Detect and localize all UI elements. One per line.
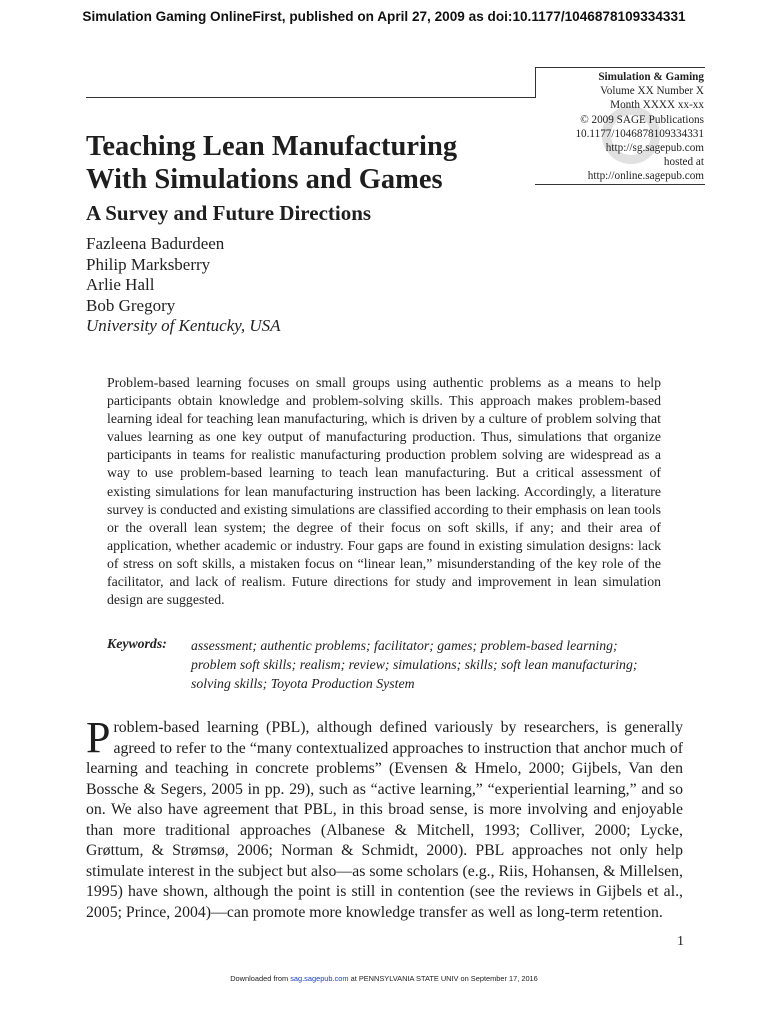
- download-footer: [0, 974, 768, 983]
- drop-cap: P: [86, 713, 111, 762]
- author-name: Fazleena Badurdeen: [86, 234, 225, 253]
- journal-hosted-url: http://online.sagepub.com: [587, 170, 704, 183]
- journal-box-bottom-rule: [535, 184, 705, 185]
- author-affiliation: University of Kentucky, USA: [86, 316, 281, 336]
- journal-copyright: © 2009 SAGE Publications: [580, 113, 704, 126]
- article-subtitle: A Survey and Future Directions: [86, 201, 372, 225]
- body-paragraph: [86, 713, 683, 923]
- journal-box-top-rule: [535, 67, 705, 68]
- author-list: [86, 234, 281, 337]
- footer-suffix: at PENNSYLVANIA STATE UNIV on September 17, 2016: [348, 974, 538, 983]
- article-title: [86, 130, 526, 196]
- journal-month: Month XXXX xx-xx: [610, 99, 704, 112]
- journal-hosted-label: hosted at: [663, 156, 704, 169]
- journal-name: Simulation & Gaming: [598, 71, 704, 83]
- body-paragraph-text: roblem-based learning (PBL), although defined variously by researchers, is generally agreed to refer to the “many contextualized approaches to instruction that anchor much of learning and teaching in concrete problems” (Evensen & Hmelo, 2000; Gijbels, Van den Bossche & Segers, 2005 in pp. 29), such as “active learning,” “experiential learning,” and so on. We also have agreement that PBL, in this broad sense, is more involving and enjoyable than more traditional approaches (Albanese & Mitchell, 1993; Colliver, 2000; Lycke, Grøttum, & Strømsø, 2006; Norman & Schmidt, 2000). PBL approaches not only help stimulate interest in the subject but also—as some scholars (e.g., Riis, Hohansen, & Millelsen, 1995) have shown, although the point is still in contention (see the reviews in Gijbels et al., 2005; Prince, 2004)—can promote more knowledge transfer as well as long-term retention.: [86, 719, 683, 921]
- journal-volume: Volume XX Number X: [600, 85, 704, 98]
- author-name: Bob Gregory: [86, 295, 176, 315]
- abstract-text: Problem-based learning focuses on small groups using authentic problems as a means to help participants obtain knowledge and problem-solving skills. This approach makes problem-based learning ideal for teaching lean manufacturing, which is driven by a culture of problem solving that values learning as one key output of manufacturing production. Thus, simulations that organize participants in teams for realistic manufacturing production problem solving are widespread as a way to use problem-based learning to teach lean manufacturing. But a critical assessment of existing simulations for lean manufacturing instruction has been lacking. Accordingly, a literature survey is conducted and existing simulations are classified according to their emphasis on lean tools or the overall lean system; the degree of their focus on soft skills, if any; and their area of application, whether academic or industry. Four gaps are found in existing simulation designs: lack of stress on soft skills, a mistaken focus on “linear lean,” misunderstanding of the key role of the facilitator, and lack of realism. Future directions for study and improvement in lean simulation design are suggested.: [107, 375, 661, 608]
- footer-prefix: Downloaded from: [230, 974, 291, 983]
- online-first-banner: Simulation Gaming OnlineFirst, published on April 27, 2009 as doi:10.1177/1046878109334331: [82, 9, 686, 24]
- journal-url: http://sg.sagepub.com: [605, 142, 704, 155]
- keywords-label: Keywords:: [107, 636, 167, 651]
- keywords-list: assessment; authentic problems; facilitator; games; problem-based learning; problem soft skills; realism; review; simulations; skills; soft lean manufacturing; solving skills; Toyota Production System: [191, 638, 638, 691]
- title-line-2: With Simulations and Games: [86, 164, 443, 195]
- journal-info-box: [520, 70, 704, 184]
- title-line-1: Teaching Lean Manufacturing: [86, 131, 458, 162]
- page-number: 1: [677, 934, 684, 949]
- footer-link[interactable]: sag.sagepub.com: [290, 974, 349, 983]
- header-rule: [86, 97, 536, 98]
- author-name: Philip Marksberry: [86, 254, 211, 274]
- author-name: Arlie Hall: [86, 275, 155, 295]
- journal-doi: 10.1177/1046878109334331: [575, 127, 704, 140]
